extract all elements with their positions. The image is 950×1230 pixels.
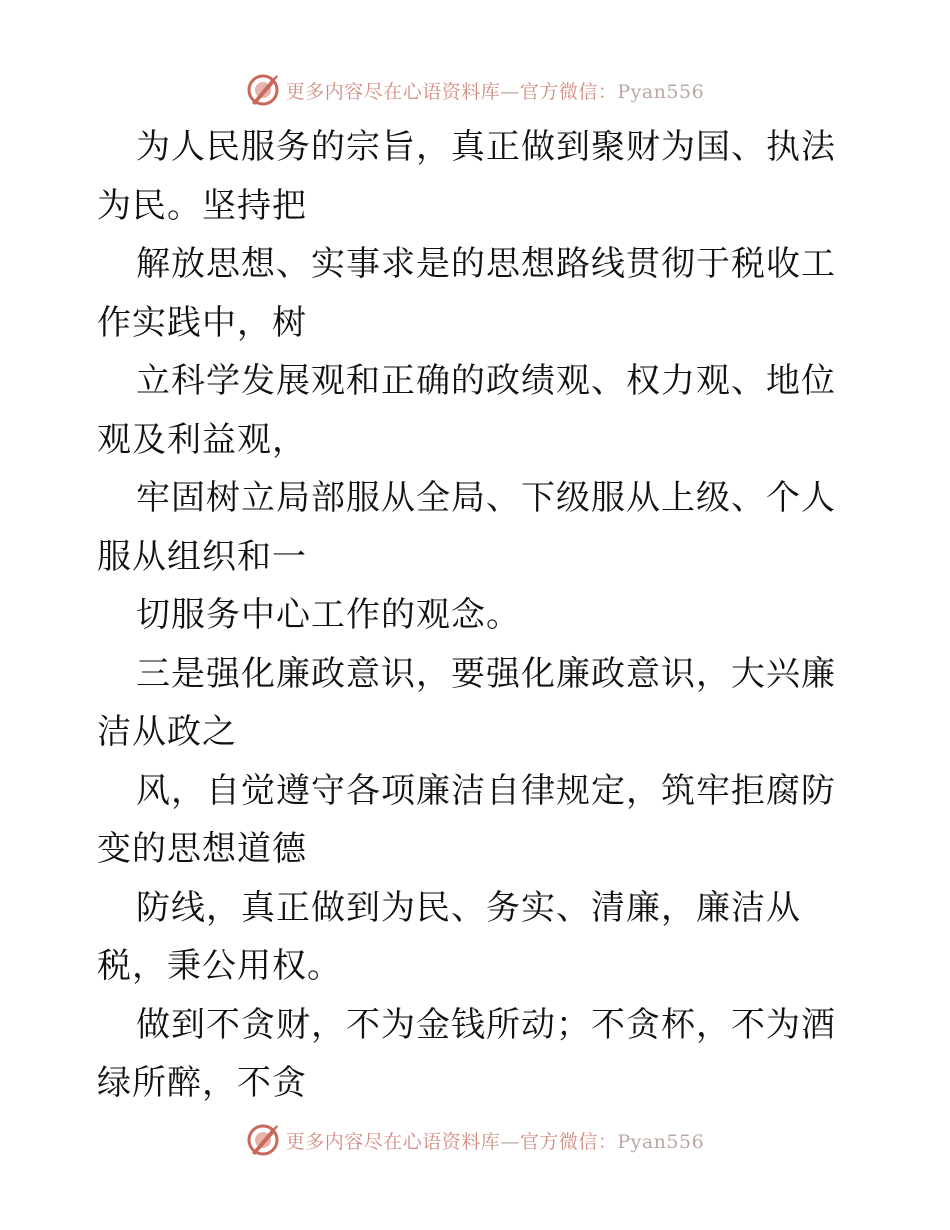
header-banner-text (286, 77, 704, 104)
paragraph-7: 风，自觉遵守各项廉洁自律规定，筑牢拒腐防变的思想道德 (97, 770, 836, 869)
paragraph-6: 三是强化廉政意识，要强化廉政意识，大兴廉洁从政之 (97, 653, 836, 752)
footer-separator: — (500, 1130, 520, 1153)
footer-main-text: 更多内容尽在心语资料库 (285, 1130, 501, 1153)
quill-seal-icon (246, 73, 280, 107)
paragraph-8: 防线，真正做到为民、务实、清廉，廉洁从税，秉公用权。 (97, 887, 801, 986)
paragraph-4: 牢固树立局部服从全局、下级服从上级、个人服从组织和一 (97, 478, 836, 577)
paragraph-2: 解放思想、实事求是的思想路线贯彻于税收工作实践中，树 (97, 244, 836, 343)
footer-banner-text (286, 1127, 704, 1154)
quill-seal-icon (246, 1123, 280, 1157)
header-banner (0, 70, 950, 110)
footer-suffix: 官方微信： (519, 1130, 618, 1153)
paragraph-5: 切服务中心工作的观念。 (136, 595, 521, 635)
footer-handle: Pyan556 (617, 1130, 705, 1153)
header-main-text: 更多内容尽在心语资料库 (285, 80, 501, 103)
paragraph-1: 为人民服务的宗旨，真正做到聚财为国、执法为民。坚持把 (97, 127, 836, 226)
paragraph-9: 做到不贪财，不为金钱所动；不贪杯，不为酒绿所醉，不贪 (97, 1004, 836, 1103)
document-body (97, 118, 857, 1113)
header-handle: Pyan556 (617, 80, 705, 103)
paragraph-3: 立科学发展观和正确的政绩观、权力观、地位观及利益观， (97, 361, 836, 460)
header-separator: — (500, 80, 520, 103)
footer-banner (0, 1120, 950, 1160)
header-suffix: 官方微信： (519, 80, 618, 103)
